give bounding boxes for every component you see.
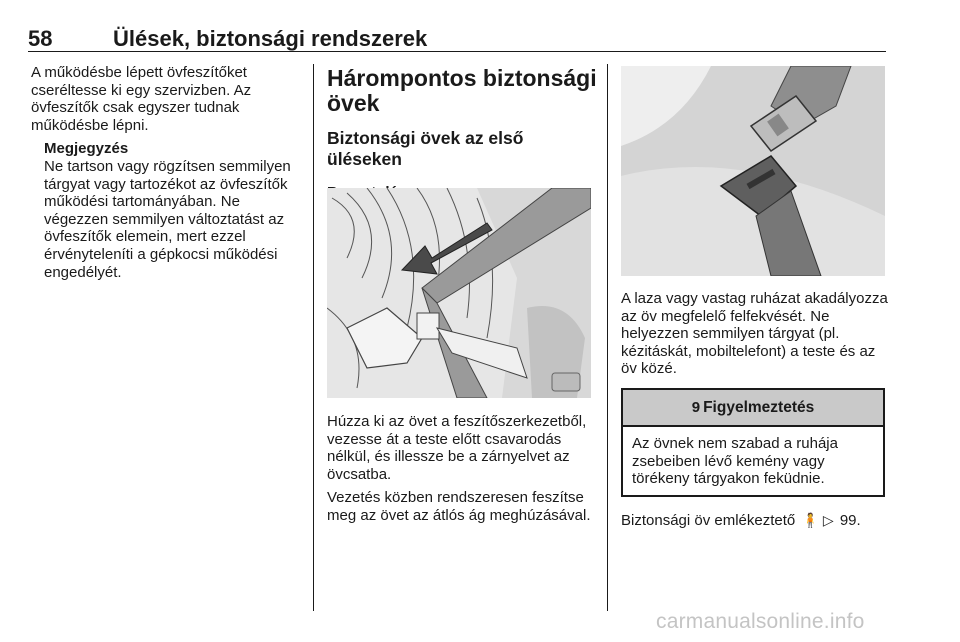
warning-header xyxy=(623,390,883,427)
fastening-paragraph: Húzza ki az övet a feszítőszerkezetből, vezesse át a teste előtt csavarodás nélkül, és illessze be a zárnyelvet az övcsatba. xyxy=(327,413,587,483)
note-title: Megjegyzés xyxy=(44,140,129,158)
reminder-text: Biztonsági öv emlékeztető xyxy=(621,512,796,529)
page-title: Ülések, biztonsági rendszerek xyxy=(113,26,428,51)
reminder-page-link[interactable]: 99. xyxy=(839,512,861,529)
subsection-title: Biztonsági övek az első üléseken xyxy=(327,128,524,169)
watermark: carmanualsonline.info xyxy=(656,610,865,633)
warning-title: Figyelmeztetés xyxy=(703,398,815,416)
column-3-text xyxy=(621,290,891,378)
tightening-paragraph: Vezetés közben rendszeresen feszítse meg az övet az átlós ág meghúzásával. xyxy=(327,489,591,524)
warning-triangle-icon: 9 xyxy=(691,399,701,416)
column-divider xyxy=(607,64,608,611)
note-block xyxy=(31,140,303,281)
belt-fastening-illustration xyxy=(327,188,591,398)
page-reference-icon: ▷ xyxy=(822,512,834,528)
warning-text: Az övnek nem szabad a ruhája zsebeiben lévő kemény vagy törékeny tárgyakon feküdnie. xyxy=(632,435,838,488)
clothing-paragraph: A laza vagy vastag ruházat akadályozza az öv megfelelő felfekvését. Ne helyezzen semmilyen tárgyat (pl. kézitáskát, mobiltelefont) a teste és az öv közé. xyxy=(621,290,888,378)
reminder-reference xyxy=(621,512,891,530)
page-number: 58 xyxy=(28,26,53,51)
column-2-text xyxy=(327,413,597,525)
seatbelt-icon: 🧍 xyxy=(801,512,819,528)
intro-paragraph: A működésbe lépett övfeszítőket cseréltesse ki egy szervizben. Az övfeszítők csak egyszer tudnak működésbe lépni. xyxy=(31,64,252,134)
belt-buckle-illustration xyxy=(621,66,885,276)
warning-box xyxy=(621,388,885,497)
column-1 xyxy=(31,64,303,281)
note-text: Ne tartson vagy rögzítsen semmilyen tárgyat vagy tartozékot az övfeszítők működési tartományában. Ne végezzen semmilyen változtatást az övfeszítők elemein, mert ezzel érvényteleníti a gépkocsi működési engedélyét. xyxy=(44,157,291,281)
section-title: Hárompontos biztonsági övek xyxy=(327,65,597,116)
page-header xyxy=(28,26,886,52)
column-2 xyxy=(327,64,597,202)
column-divider xyxy=(313,64,314,611)
